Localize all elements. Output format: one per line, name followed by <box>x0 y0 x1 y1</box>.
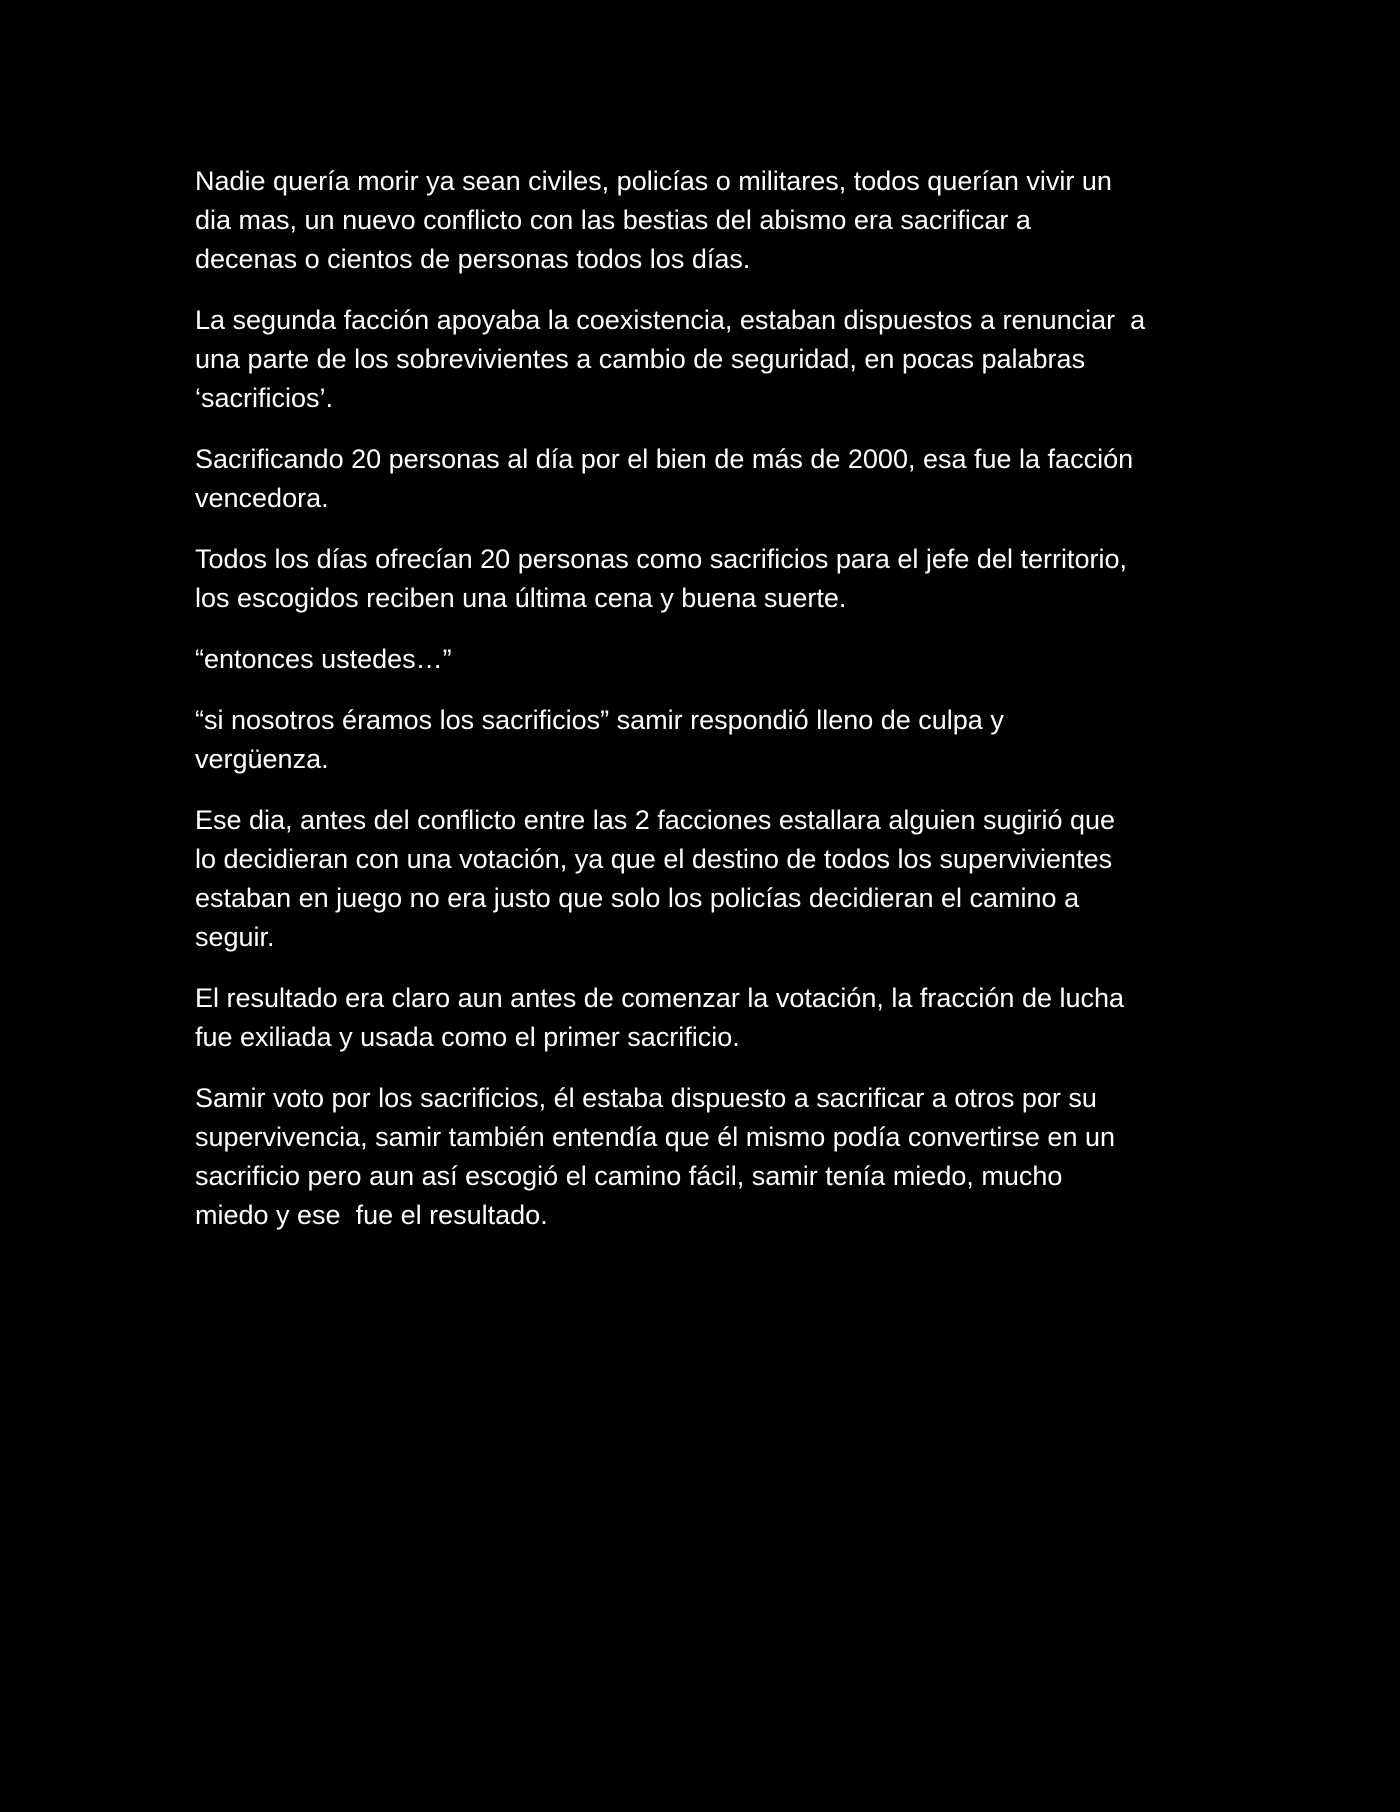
paragraph <box>195 440 1240 518</box>
text-line: Ese dia, antes del conflicto entre las 2 facciones estallara alguien sugirió que <box>195 805 1116 835</box>
text-line: La segunda facción apoyaba la coexistencia, estaban dispuestos a renunciar a <box>195 305 1146 335</box>
paragraph <box>195 162 1240 279</box>
paragraph <box>195 301 1240 418</box>
text-line: fue exiliada y usada como el primer sacrificio. <box>195 1022 740 1052</box>
paragraph <box>195 540 1240 618</box>
body-text <box>195 162 1240 1257</box>
text-line: una parte de los sobrevivientes a cambio de seguridad, en pocas palabras <box>195 344 1086 374</box>
paragraph <box>195 701 1240 779</box>
text-line: decenas o cientos de personas todos los días. <box>195 244 751 274</box>
text-line: ‘sacrificios’. <box>195 383 334 413</box>
text-line: “entonces ustedes…” <box>195 644 452 674</box>
paragraph <box>195 1079 1240 1235</box>
text-line: El resultado era claro aun antes de comenzar la votación, la fracción de lucha <box>195 983 1125 1013</box>
text-line: Sacrificando 20 personas al día por el bien de más de 2000, esa fue la facción <box>195 444 1134 474</box>
paragraph <box>195 801 1240 957</box>
text-line: Nadie quería morir ya sean civiles, policías o militares, todos querían vivir un <box>195 166 1112 196</box>
text-line: vergüenza. <box>195 744 329 774</box>
text-line: sacrificio pero aun así escogió el camino fácil, samir tenía miedo, mucho <box>195 1161 1063 1191</box>
text-line: dia mas, un nuevo conflicto con las bestias del abismo era sacrificar a <box>195 205 1031 235</box>
paragraph <box>195 979 1240 1057</box>
text-line: seguir. <box>195 922 275 952</box>
text-line: Samir voto por los sacrificios, él estaba dispuesto a sacrificar a otros por su <box>195 1083 1097 1113</box>
text-line: vencedora. <box>195 483 329 513</box>
text-line: supervivencia, samir también entendía que él mismo podía convertirse en un <box>195 1122 1115 1152</box>
text-line: los escogidos reciben una última cena y buena suerte. <box>195 583 847 613</box>
text-line: “si nosotros éramos los sacrificios” samir respondió lleno de culpa y <box>195 705 1004 735</box>
text-line: estaban en juego no era justo que solo los policías decidieran el camino a <box>195 883 1080 913</box>
paragraph <box>195 640 1240 679</box>
text-line: lo decidieran con una votación, ya que el destino de todos los supervivientes <box>195 844 1113 874</box>
text-line: miedo y ese fue el resultado. <box>195 1200 548 1230</box>
text-line: Todos los días ofrecían 20 personas como sacrificios para el jefe del territorio, <box>195 544 1127 574</box>
